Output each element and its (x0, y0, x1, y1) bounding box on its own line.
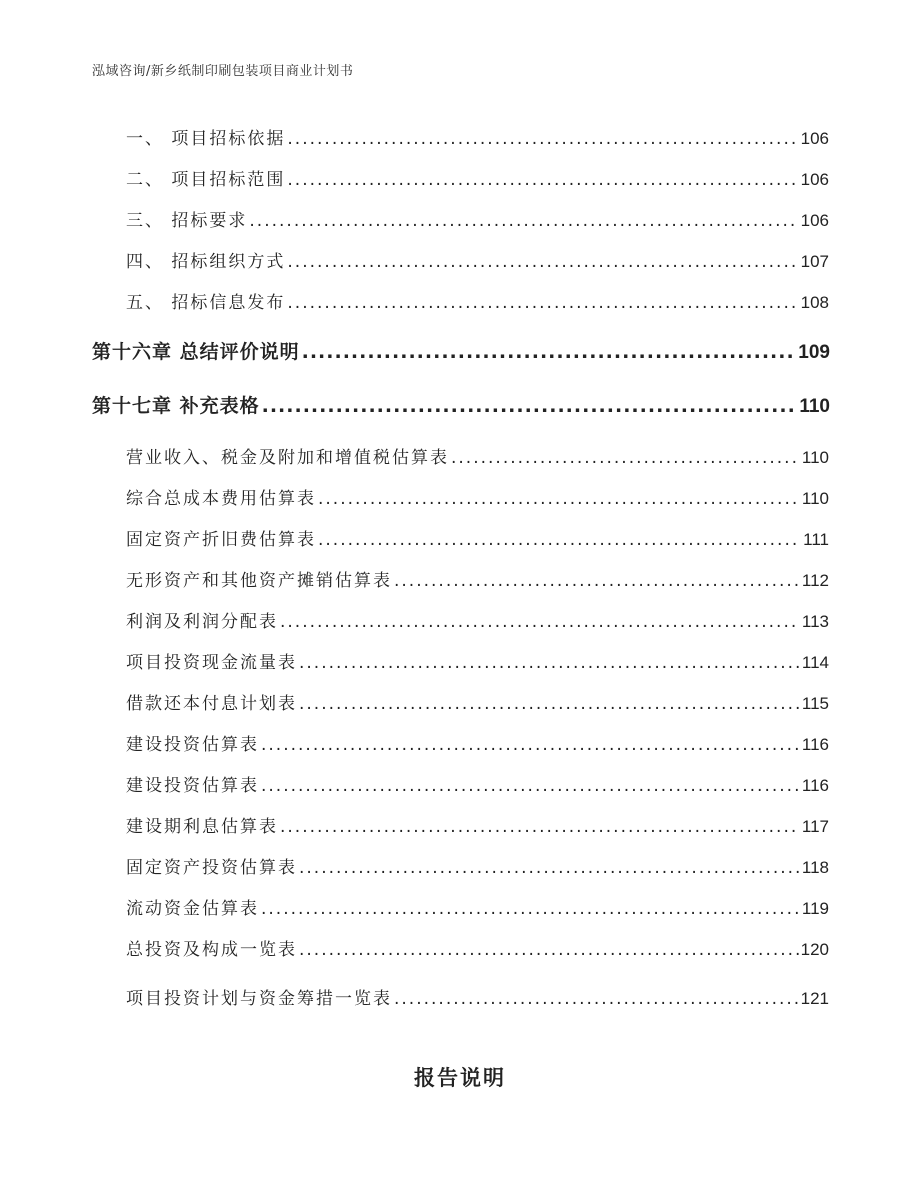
toc-entry-page: 111 (803, 530, 829, 549)
toc-entry-page: 112 (801, 571, 829, 590)
toc-entry-page: 110 (801, 489, 829, 508)
toc-entry[interactable] (126, 247, 829, 272)
toc-entry[interactable] (126, 812, 829, 837)
toc-entry[interactable] (126, 206, 829, 231)
toc-entry-page: 106 (800, 129, 829, 148)
dot-leader (394, 989, 799, 1009)
toc-entry-label: 借款还本付息计划表 (126, 694, 297, 714)
toc-entry[interactable] (126, 124, 829, 149)
toc-entry[interactable] (126, 853, 829, 878)
dot-leader (280, 817, 800, 837)
dot-leader (280, 612, 800, 632)
toc-entry-label: 营业收入、税金及附加和增值税估算表 (126, 448, 449, 468)
toc-entry-page: 113 (801, 612, 829, 631)
section-title: 报告说明 (414, 1066, 506, 1090)
toc-entry-page: 116 (801, 776, 829, 795)
toc-entry-page: 107 (800, 252, 829, 271)
toc-entry[interactable] (126, 484, 829, 509)
toc-entry[interactable] (126, 894, 829, 919)
toc-entry-label: 四、 招标组织方式 (126, 252, 286, 272)
toc-entry[interactable] (126, 165, 829, 190)
toc-entry-label: 三、 招标要求 (126, 211, 248, 231)
toc-entry-label: 二、 项目招标范围 (126, 170, 286, 190)
toc-entry[interactable] (126, 566, 829, 591)
toc-entry-page: 114 (801, 653, 829, 672)
dot-leader (249, 211, 798, 231)
toc-entry-label: 建设期利息估算表 (126, 817, 278, 837)
dot-leader (287, 252, 798, 272)
toc-entry-label: 固定资产投资估算表 (126, 858, 297, 878)
dot-leader (287, 129, 798, 149)
toc-entry[interactable] (126, 935, 829, 960)
toc-entry-page: 108 (800, 293, 829, 312)
toc-entry[interactable] (126, 607, 829, 632)
toc-entry[interactable] (126, 730, 829, 755)
dot-leader (451, 448, 800, 468)
toc-entry-label: 建设投资估算表 (126, 776, 259, 796)
toc-entry-label: 综合总成本费用估算表 (126, 489, 316, 509)
dot-leader (302, 341, 797, 363)
toc-entry-label: 项目投资现金流量表 (126, 653, 297, 673)
dot-leader (261, 776, 800, 796)
toc-entry-label: 建设投资估算表 (126, 735, 259, 755)
toc-entry-page: 120 (800, 940, 829, 959)
dot-leader (299, 694, 800, 714)
dot-leader (318, 489, 800, 509)
toc-entry[interactable] (126, 984, 829, 1009)
toc-entry[interactable] (126, 771, 829, 796)
toc-entry-page: 106 (800, 170, 829, 189)
toc-entry-label: 利润及利润分配表 (126, 612, 278, 632)
dot-leader (287, 293, 798, 313)
running-header: 泓域咨询/新乡纸制印刷包装项目商业计划书 (92, 64, 354, 79)
dot-leader (299, 858, 800, 878)
dot-leader (287, 170, 798, 190)
toc-entry[interactable] (126, 689, 829, 714)
toc-entry-label: 一、 项目招标依据 (126, 129, 286, 149)
toc-entry-label: 项目投资计划与资金筹措一览表 (126, 989, 392, 1009)
dot-leader (261, 735, 800, 755)
toc-entry-label: 无形资产和其他资产摊销估算表 (126, 571, 392, 591)
dot-leader (261, 899, 800, 919)
dot-leader (318, 530, 801, 550)
toc-entry[interactable] (126, 288, 829, 313)
toc-entry-page: 116 (801, 735, 829, 754)
toc-entry-label: 流动资金估算表 (126, 899, 259, 919)
dot-leader (394, 571, 800, 591)
toc-chapter-entry[interactable] (92, 391, 830, 418)
toc-entry-label: 第十六章 总结评价说明 (92, 341, 300, 363)
toc-entry-page: 106 (800, 211, 829, 230)
toc-entry-page: 118 (801, 858, 829, 877)
toc-chapter-entry[interactable] (92, 337, 830, 364)
toc-entry-label: 固定资产折旧费估算表 (126, 530, 316, 550)
toc-entry-page: 110 (801, 448, 829, 467)
toc-entry-label: 第十七章 补充表格 (92, 395, 260, 417)
dot-leader (299, 940, 799, 960)
toc-entry-page: 115 (801, 694, 829, 713)
toc-entry-page: 119 (801, 899, 829, 918)
toc-entry[interactable] (126, 525, 829, 550)
toc-entry[interactable] (126, 648, 829, 673)
toc-entry-page: 110 (799, 396, 830, 417)
dot-leader (299, 653, 800, 673)
toc-entry-page: 109 (798, 342, 830, 363)
toc-entry-label: 总投资及构成一览表 (126, 940, 297, 960)
toc-entry-label: 五、 招标信息发布 (126, 293, 286, 313)
toc-entry-page: 121 (800, 989, 829, 1008)
dot-leader (262, 395, 798, 417)
toc-entry-page: 117 (801, 817, 829, 836)
toc-entry[interactable] (126, 443, 829, 468)
